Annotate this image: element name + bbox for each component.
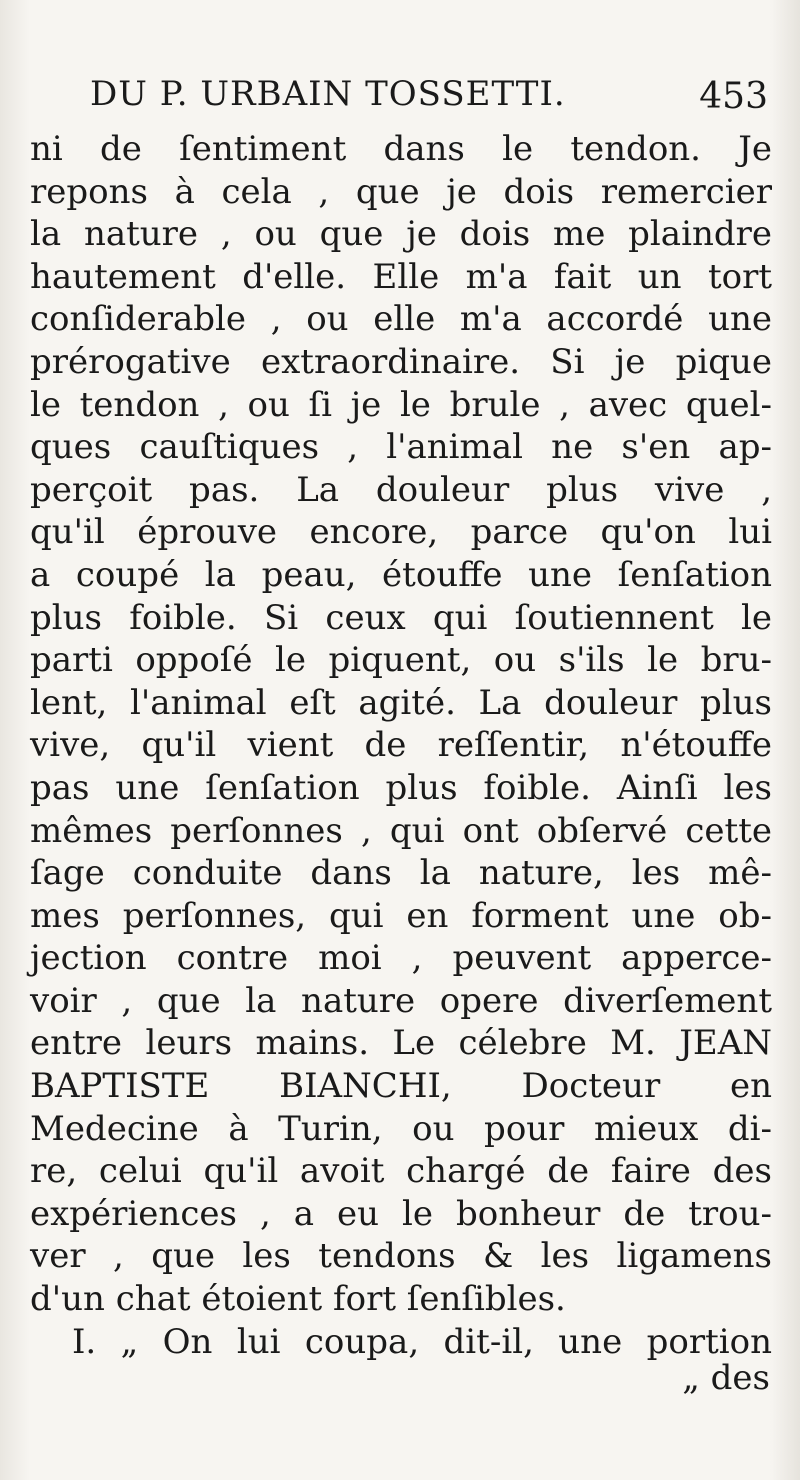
text-line: Medecine à Turin, ou pour mieux di- (30, 1108, 772, 1149)
text-line: d'un chat étoient fort ſenſibles. (30, 1279, 566, 1320)
text-line: perçoit pas. La douleur plus vive , (30, 469, 772, 510)
running-head: DU P. URBAIN TOSSETTI. (90, 74, 566, 114)
text-line: la nature , ou que je dois me plaindre (30, 214, 772, 255)
text-line: pas une ſenſation plus foible. Ainſi les (30, 767, 772, 808)
text-line: ver , que les tendons & les ligamens (30, 1236, 772, 1277)
text-line: jection contre moi , peuvent apperce- (30, 938, 772, 979)
text-line: expériences , a eu le bonheur de trou- (30, 1193, 772, 1234)
text-line: ques cauſtiques , l'animal ne s'en ap- (30, 427, 772, 468)
text-line: mes perſonnes, qui en forment une ob- (30, 895, 772, 936)
text-line: conſiderable , ou elle m'a accordé une (30, 299, 772, 340)
text-line: entre leurs mains. Le célebre M. JEAN (30, 1023, 772, 1064)
catchword: „ des (682, 1358, 770, 1398)
text-line: mêmes perſonnes , qui ont obſervé cette (30, 810, 772, 851)
text-line: parti oppoſé le piquent, ou s'ils le bru- (30, 640, 772, 681)
page-header (0, 74, 800, 124)
text-line: voir , que la nature opere diverſement (30, 980, 772, 1021)
text-line: hautement d'elle. Elle m'a fait un tort (30, 256, 772, 297)
text-line: plus foible. Si ceux qui ſoutiennent le (30, 597, 772, 638)
text-line: ni de ſentiment dans le tendon. Je (30, 129, 772, 169)
page-number: 453 (699, 76, 768, 117)
text-line: I. „ On lui coupa, dit-il, une portion (72, 1321, 772, 1362)
text-line: prérogative extraordinaire. Si je pique (30, 341, 772, 382)
text-line: vive, qu'il vient de reſſentir, n'étouffe (30, 725, 772, 766)
text-line: re, celui qu'il avoit chargé de faire des (30, 1151, 772, 1192)
text-line: le tendon , ou ſi je le brule , avec quel- (30, 384, 772, 425)
body-text (30, 128, 772, 1363)
text-line: ſage conduite dans la nature, les mê- (30, 853, 772, 894)
text-line: a coupé la peau, étouffe une ſenſation (30, 554, 772, 595)
text-line: BAPTISTE BIANCHI, Docteur en (30, 1066, 772, 1107)
text-line: repons à cela , que je dois remercier (30, 171, 772, 212)
text-line: lent, l'animal eſt agité. La douleur plus (30, 682, 772, 723)
text-line: qu'il éprouve encore, parce qu'on lui (30, 512, 772, 553)
